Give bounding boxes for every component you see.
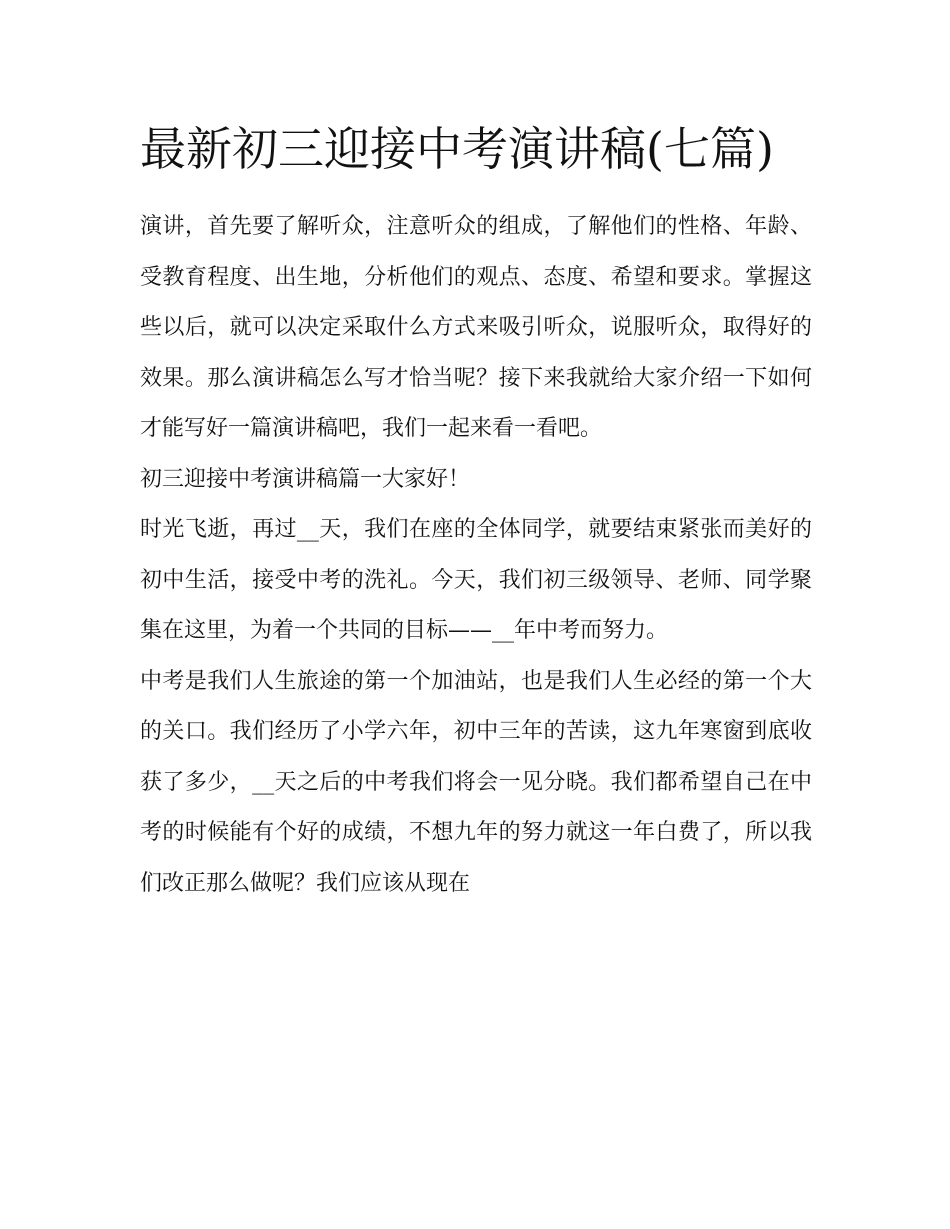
document-body xyxy=(140,112,812,909)
section-heading-paragraph: 初三迎接中考演讲稿篇一大家好！ xyxy=(140,466,471,492)
intro-paragraph: 演讲，首先要了解听众，注意听众的组成，了解他们的性格、年龄、受教育程度、出生地，分析他们的观点、态度、希望和要求。掌握这些以后，就可以决定采取什么方式来吸引听众，说服听众，取得好的效果。那么演讲稿怎么写才恰当呢？接下来我就给大家介绍一下如何才能写好一篇演讲稿吧，我们一起来看一看吧。 xyxy=(140,214,812,441)
body-paragraph: 时光飞逝，再过__天，我们在座的全体同学，就要结束紧张而美好的初中生活，接受中考的洗礼。今天，我们初三级领导、老师、同学聚集在这里，为着一个共同的目标——__年中考而努力。 xyxy=(140,517,812,643)
body-paragraph: 中考是我们人生旅途的第一个加油站，也是我们人生必经的第一个大的关口。我们经历了小学六年，初中三年的苦读，这九年寒窗到底收获了多少，__天之后的中考我们将会一见分晓。我们都希望自己在中考的时候能有个好的成绩，不想九年的努力就这一年白费了，所以我们改正那么做呢？我们应该从现在 xyxy=(140,668,812,896)
document-title: 最新初三迎接中考演讲稿(七篇) xyxy=(140,122,774,176)
